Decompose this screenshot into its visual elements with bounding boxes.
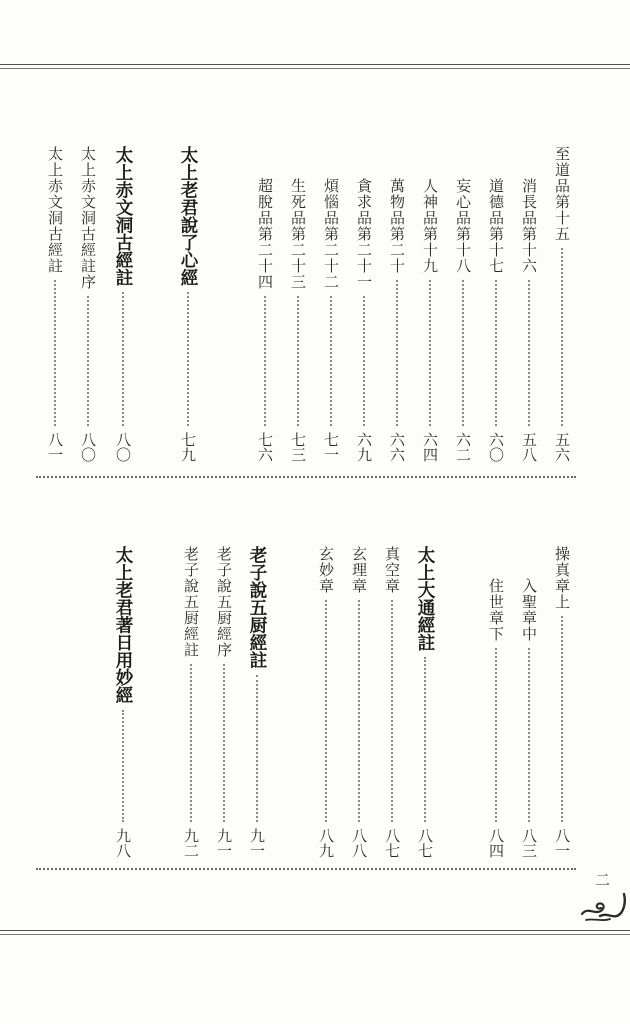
dot-leader	[187, 292, 189, 426]
toc-entry-title: 煩惱品第二十二	[322, 178, 340, 290]
toc-entry[interactable]	[76, 146, 100, 462]
toc-entry-title: 玄妙章	[317, 546, 335, 594]
toc-entry-page: 七九	[179, 432, 197, 462]
bottom-rule	[0, 930, 630, 935]
toc-entry[interactable]	[253, 178, 277, 462]
toc-entry-page: 五六	[553, 432, 571, 462]
toc-entry-page: 五八	[520, 432, 538, 462]
toc-entry-page: 八七	[416, 828, 434, 858]
dot-leader	[87, 296, 89, 426]
dot-leader	[462, 280, 464, 426]
toc-entry-page: 八七	[383, 828, 401, 858]
toc-entry-title: 太上赤文洞古經註	[46, 146, 64, 274]
toc-entry[interactable]	[418, 178, 442, 462]
dot-leader	[190, 664, 192, 822]
toc-entry-title: 至道品第十五	[553, 146, 571, 242]
toc-entry[interactable]	[347, 546, 371, 858]
toc-entry[interactable]	[212, 546, 236, 858]
toc-entry-title: 真空章	[383, 546, 401, 594]
dot-leader	[391, 600, 393, 822]
toc-entry-title: 老子說五厨經註	[247, 546, 267, 669]
dot-leader	[561, 248, 563, 426]
toc-entry-title: 老子說五厨經序	[215, 546, 233, 658]
toc-entry-page: 八一	[553, 828, 571, 858]
toc-entry-page: 六九	[355, 432, 373, 462]
toc-entry[interactable]	[286, 178, 310, 462]
toc-entry-page: 九八	[114, 828, 132, 858]
toc-entry[interactable]	[517, 178, 541, 462]
toc-entry-major[interactable]	[111, 546, 135, 858]
toc-entry-title: 老子說五厨經註	[182, 546, 200, 658]
dot-leader	[424, 657, 426, 822]
dot-leader	[495, 280, 497, 426]
toc-entry-major[interactable]	[245, 546, 269, 858]
toc-entry-page: 七三	[289, 432, 307, 462]
toc-entry[interactable]	[484, 578, 508, 858]
toc-entry-page: 八一	[46, 432, 64, 462]
toc-entry-page: 九一	[215, 828, 233, 858]
toc-entry-major[interactable]	[111, 146, 135, 462]
toc-entry-title: 萬物品第二十	[388, 178, 406, 274]
toc-entry[interactable]	[385, 178, 409, 462]
dot-leader	[297, 296, 299, 426]
toc-entry[interactable]	[550, 146, 574, 462]
dot-leader	[495, 648, 497, 822]
toc-entry[interactable]	[314, 546, 338, 858]
toc-entry-page: 六二	[454, 432, 472, 462]
toc-entry[interactable]	[179, 546, 203, 858]
dot-leader	[528, 280, 530, 426]
toc-entry-title: 消長品第十六	[520, 178, 538, 274]
dot-leader	[330, 296, 332, 426]
cloud-scroll-icon	[580, 892, 628, 926]
dotted-divider	[36, 868, 576, 870]
toc-entry-page: 六〇	[487, 432, 505, 462]
toc-entry-title: 住世章下	[487, 578, 505, 642]
toc-entry-title: 貪求品第二十一	[355, 178, 373, 290]
toc-entry-page: 八八	[350, 828, 368, 858]
dot-leader	[325, 600, 327, 822]
dot-leader	[429, 280, 431, 426]
toc-entry-title: 太上赤文洞古經註	[113, 146, 133, 286]
toc-entry-title: 太上老君著日用妙經	[113, 546, 133, 704]
toc-entry-page: 九二	[182, 828, 200, 858]
dot-leader	[561, 616, 563, 822]
toc-entry[interactable]	[352, 178, 376, 462]
toc-entry-page: 八〇	[114, 432, 132, 462]
toc-entry-title: 人神品第十九	[421, 178, 439, 274]
dot-leader	[396, 280, 398, 426]
toc-entry-title: 玄理章	[350, 546, 368, 594]
toc-entry[interactable]	[380, 546, 404, 858]
toc-entry-page: 九一	[248, 828, 266, 858]
toc-entry-major[interactable]	[176, 146, 200, 462]
toc-entry-page: 八三	[520, 828, 538, 858]
dot-leader	[54, 280, 56, 426]
dot-leader	[223, 664, 225, 822]
page-number: 二	[593, 872, 611, 887]
toc-entry-title: 超脫品第二十四	[256, 178, 274, 290]
toc-entry-title: 操真章上	[553, 546, 571, 610]
dot-leader	[264, 296, 266, 426]
toc-entry-title: 生死品第二十三	[289, 178, 307, 290]
toc-entry-title: 道德品第十七	[487, 178, 505, 274]
toc-entry-page: 六四	[421, 432, 439, 462]
toc-entry-page: 七一	[322, 432, 340, 462]
toc-entry-page: 八九	[317, 828, 335, 858]
toc-entry[interactable]	[43, 146, 67, 462]
toc-entry-page: 八〇	[79, 432, 97, 462]
dot-leader	[528, 648, 530, 822]
toc-entry-page: 六六	[388, 432, 406, 462]
top-rule	[0, 64, 630, 69]
toc-entry-title: 太上赤文洞古經註序	[79, 146, 97, 290]
dotted-divider	[36, 476, 576, 478]
toc-entry-major[interactable]	[413, 546, 437, 858]
dot-leader	[358, 600, 360, 822]
dot-leader	[363, 296, 365, 426]
toc-entry[interactable]	[550, 546, 574, 858]
toc-entry[interactable]	[484, 178, 508, 462]
dot-leader	[122, 710, 124, 823]
toc-entry-title: 入聖章中	[520, 578, 538, 642]
dot-leader	[256, 675, 258, 823]
toc-entry[interactable]	[319, 178, 343, 462]
toc-entry-title: 妄心品第十八	[454, 178, 472, 274]
toc-entry[interactable]	[517, 578, 541, 858]
toc-entry-title: 太上老君說了心經	[178, 146, 198, 286]
toc-entry-page: 八四	[487, 828, 505, 858]
toc-entry-page: 七六	[256, 432, 274, 462]
dot-leader	[122, 292, 124, 426]
toc-entry-title: 太上大通經註	[415, 546, 435, 651]
toc-entry[interactable]	[451, 178, 475, 462]
